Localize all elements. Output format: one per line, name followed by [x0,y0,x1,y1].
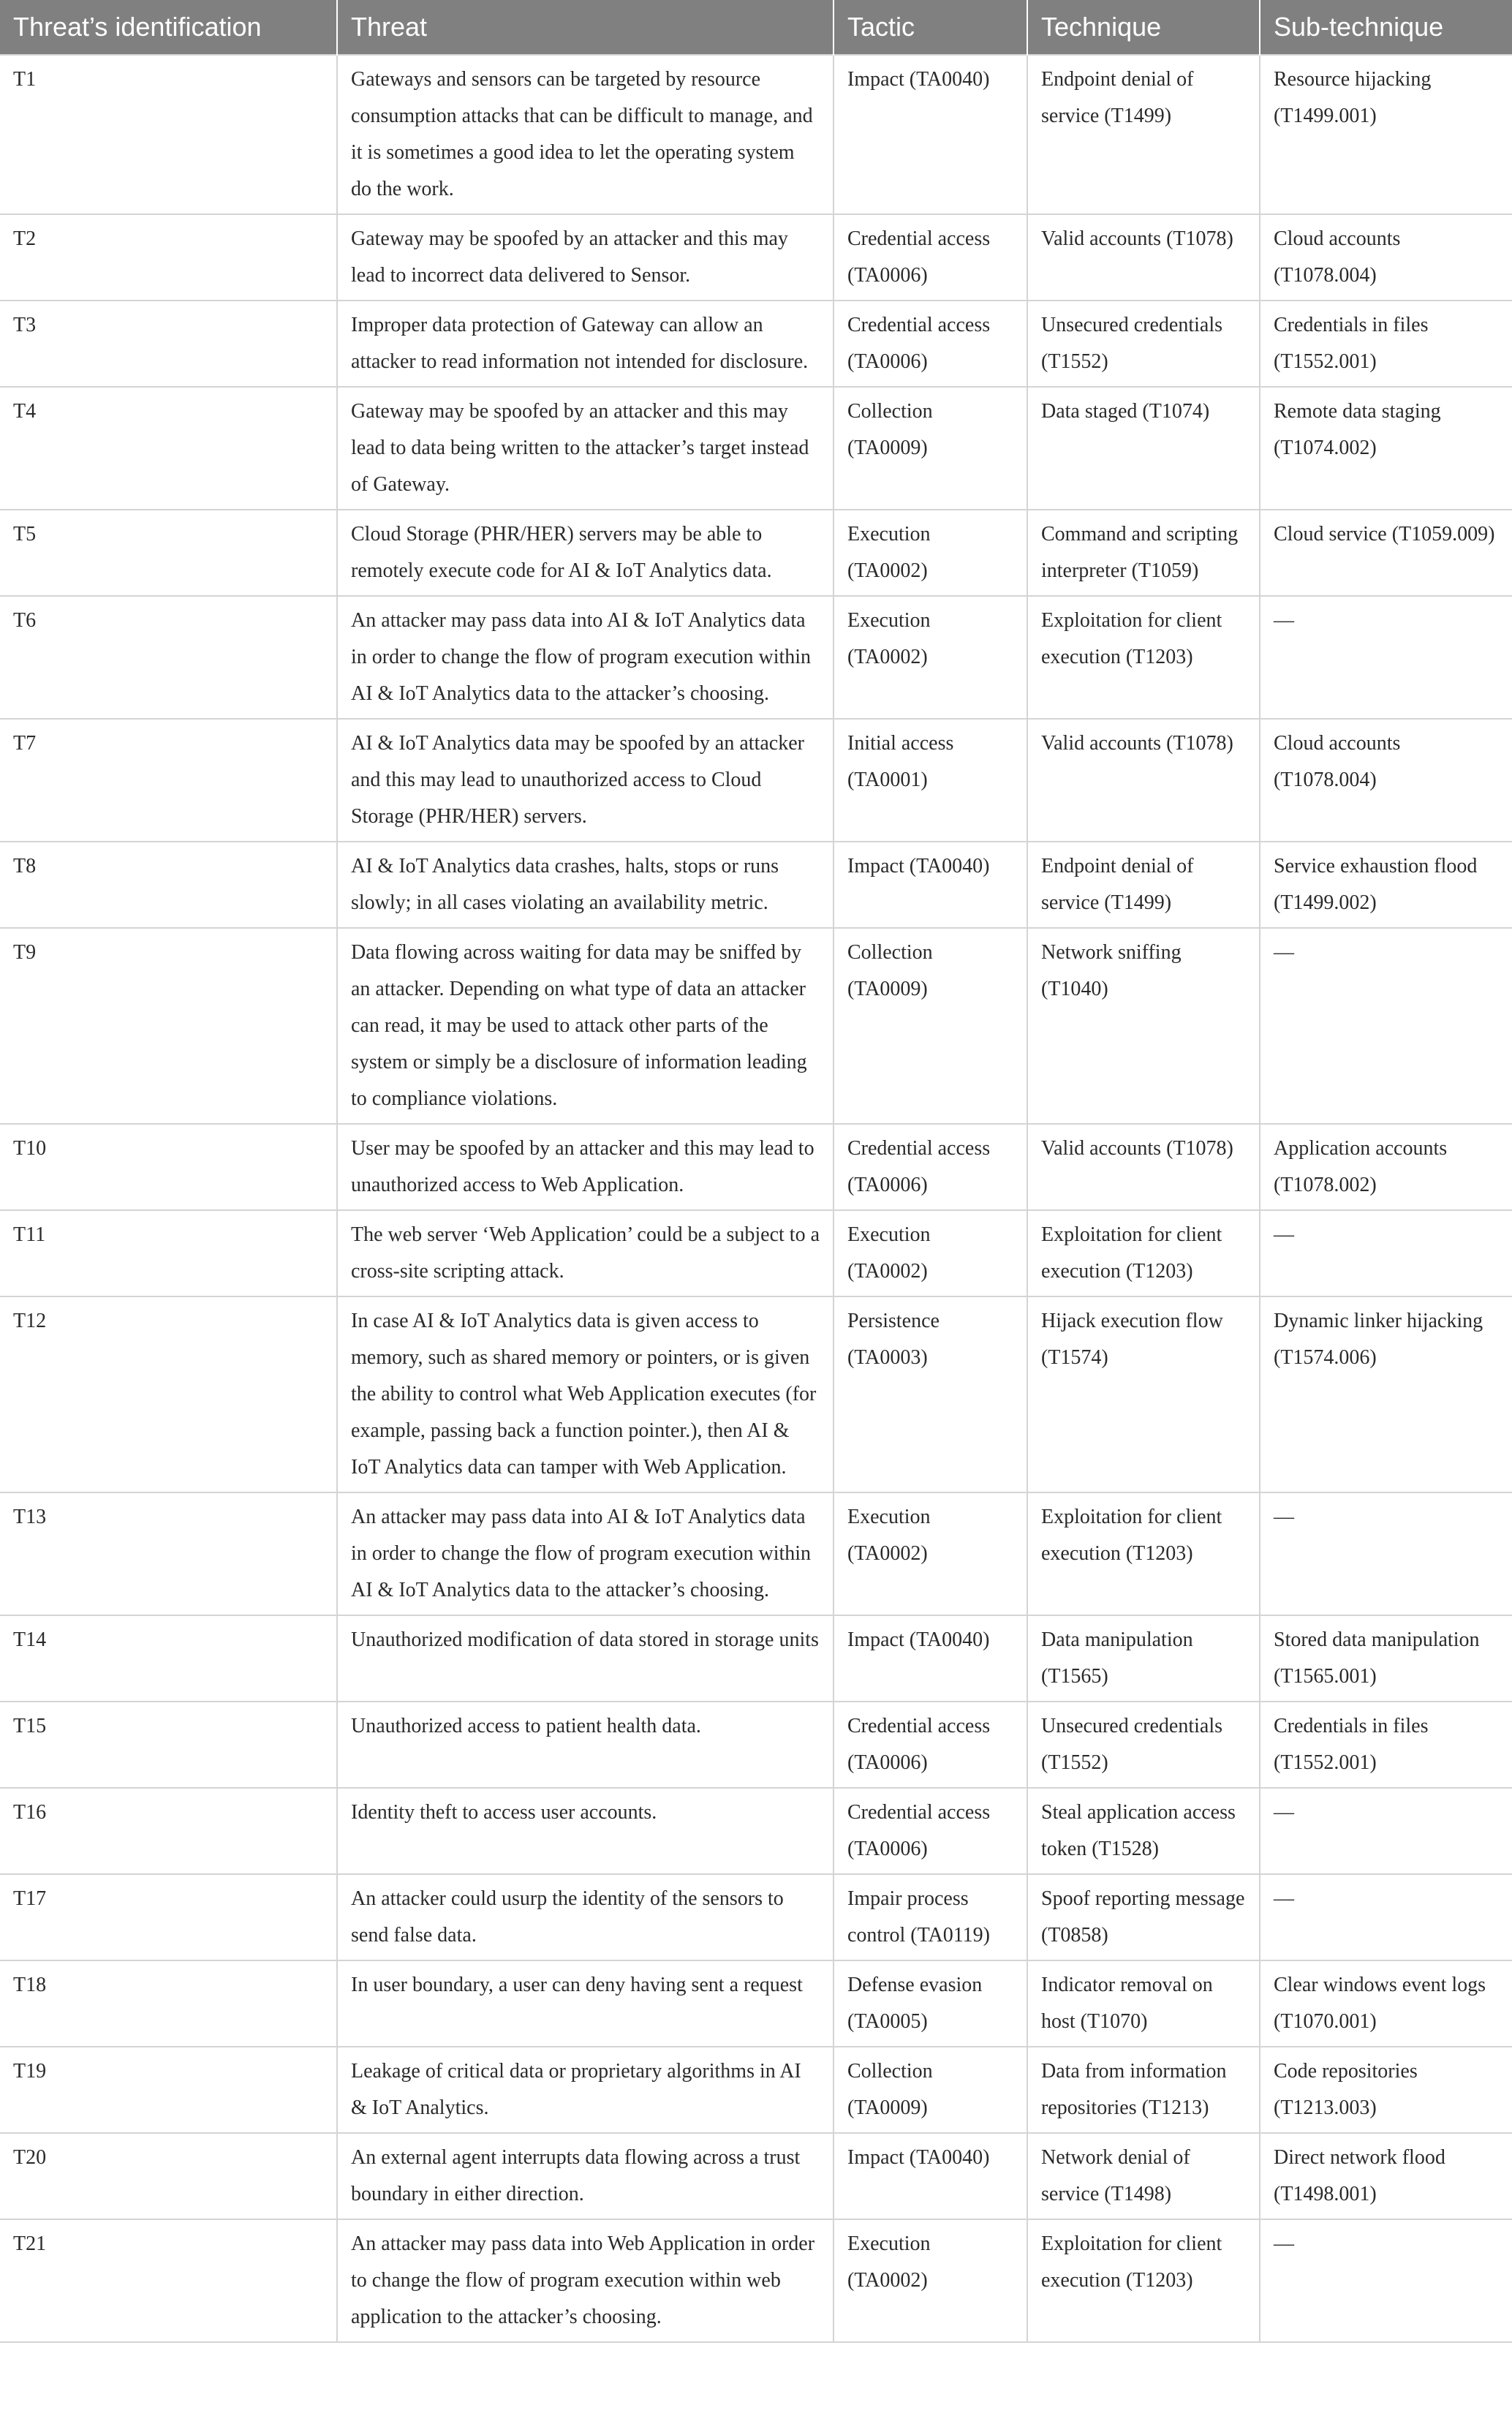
cell-threat-id: T1 [0,55,337,214]
table-row [0,1492,1512,1615]
cell-threat-id: T5 [0,510,337,596]
cell-threat: AI & IoT Analytics data crashes, halts, stops or runs slowly; in all cases violating an availability metric. [337,842,834,928]
cell-threat-id: T13 [0,1492,337,1615]
cell-tactic: Execution (TA0002) [834,510,1027,596]
cell-threat: Improper data protection of Gateway can allow an attacker to read information not intended for disclosure. [337,301,834,387]
cell-sub-technique: — [1260,2219,1512,2342]
header-sub-technique: Sub-technique [1260,0,1512,55]
cell-tactic: Impact (TA0040) [834,1615,1027,1702]
cell-tactic: Execution (TA0002) [834,1492,1027,1615]
header-threat: Threat [337,0,834,55]
cell-technique: Data manipulation (T1565) [1027,1615,1260,1702]
table-row [0,719,1512,842]
cell-sub-technique: Credentials in files (T1552.001) [1260,301,1512,387]
cell-sub-technique: Cloud service (T1059.009) [1260,510,1512,596]
header-threat-id: Threat’s identification [0,0,337,55]
cell-threat-id: T2 [0,214,337,301]
cell-sub-technique: Remote data staging (T1074.002) [1260,387,1512,510]
cell-technique: Data from information repositories (T1213) [1027,2047,1260,2133]
cell-sub-technique: Cloud accounts (T1078.004) [1260,214,1512,301]
cell-threat: Gateway may be spoofed by an attacker and this may lead to data being written to the attacker’s target instead of Gateway. [337,387,834,510]
table-row [0,596,1512,719]
cell-threat: Data flowing across waiting for data may be sniffed by an attacker. Depending on what type of data an attacker can read, it may be used to attack other parts of the system or simply be a disclosure of information leading to compliance violations. [337,928,834,1124]
cell-tactic: Impact (TA0040) [834,842,1027,928]
cell-technique: Endpoint denial of service (T1499) [1027,842,1260,928]
table-row [0,1296,1512,1492]
cell-threat: Identity theft to access user accounts. [337,1788,834,1874]
cell-sub-technique: — [1260,1788,1512,1874]
cell-threat: User may be spoofed by an attacker and this may lead to unauthorized access to Web Application. [337,1124,834,1210]
cell-sub-technique: — [1260,596,1512,719]
cell-tactic: Collection (TA0009) [834,2047,1027,2133]
table-row [0,1210,1512,1296]
cell-threat: An attacker could usurp the identity of the sensors to send false data. [337,1874,834,1960]
cell-sub-technique: Application accounts (T1078.002) [1260,1124,1512,1210]
cell-threat-id: T4 [0,387,337,510]
cell-tactic: Impact (TA0040) [834,2133,1027,2219]
cell-technique: Spoof reporting message (T0858) [1027,1874,1260,1960]
cell-threat-id: T21 [0,2219,337,2342]
cell-threat-id: T16 [0,1788,337,1874]
cell-sub-technique: Code repositories (T1213.003) [1260,2047,1512,2133]
cell-tactic: Credential access (TA0006) [834,1702,1027,1788]
cell-threat-id: T3 [0,301,337,387]
cell-threat-id: T15 [0,1702,337,1788]
table-row [0,1615,1512,1702]
cell-tactic: Execution (TA0002) [834,596,1027,719]
cell-threat-id: T20 [0,2133,337,2219]
cell-technique: Endpoint denial of service (T1499) [1027,55,1260,214]
cell-technique: Exploitation for client execution (T1203) [1027,1492,1260,1615]
cell-sub-technique: Credentials in files (T1552.001) [1260,1702,1512,1788]
cell-tactic: Credential access (TA0006) [834,301,1027,387]
cell-threat: The web server ‘Web Application’ could be a subject to a cross-site scripting attack. [337,1210,834,1296]
cell-technique: Network sniffing (T1040) [1027,928,1260,1124]
cell-tactic: Impact (TA0040) [834,55,1027,214]
table-row [0,55,1512,214]
cell-technique: Unsecured credentials (T1552) [1027,1702,1260,1788]
cell-threat: Leakage of critical data or proprietary algorithms in AI & IoT Analytics. [337,2047,834,2133]
header-row [0,0,1512,55]
cell-technique: Command and scripting interpreter (T1059) [1027,510,1260,596]
table-row [0,387,1512,510]
table-row [0,301,1512,387]
cell-technique: Data staged (T1074) [1027,387,1260,510]
cell-tactic: Credential access (TA0006) [834,1788,1027,1874]
cell-tactic: Collection (TA0009) [834,928,1027,1124]
table-row [0,510,1512,596]
cell-threat: Gateways and sensors can be targeted by resource consumption attacks that can be difficult to manage, and it is sometimes a good idea to let the operating system do the work. [337,55,834,214]
table-row [0,2219,1512,2342]
cell-tactic: Defense evasion (TA0005) [834,1960,1027,2047]
table-row [0,1702,1512,1788]
table-row [0,2047,1512,2133]
cell-sub-technique: Direct network flood (T1498.001) [1260,2133,1512,2219]
cell-technique: Network denial of service (T1498) [1027,2133,1260,2219]
cell-threat-id: T12 [0,1296,337,1492]
header-technique: Technique [1027,0,1260,55]
cell-threat: Gateway may be spoofed by an attacker and this may lead to incorrect data delivered to Sensor. [337,214,834,301]
table-row [0,1788,1512,1874]
cell-tactic: Credential access (TA0006) [834,1124,1027,1210]
cell-tactic: Collection (TA0009) [834,387,1027,510]
cell-threat-id: T6 [0,596,337,719]
cell-technique: Unsecured credentials (T1552) [1027,301,1260,387]
table-header [0,0,1512,55]
cell-threat-id: T14 [0,1615,337,1702]
cell-technique: Exploitation for client execution (T1203) [1027,2219,1260,2342]
table-row [0,2133,1512,2219]
cell-sub-technique: Service exhaustion flood (T1499.002) [1260,842,1512,928]
cell-threat: In user boundary, a user can deny having sent a request [337,1960,834,2047]
cell-technique: Valid accounts (T1078) [1027,1124,1260,1210]
table-row [0,1124,1512,1210]
cell-threat-id: T17 [0,1874,337,1960]
table-row [0,928,1512,1124]
cell-threat: Unauthorized modification of data stored in storage units [337,1615,834,1702]
table-row [0,214,1512,301]
cell-tactic: Execution (TA0002) [834,2219,1027,2342]
cell-technique: Steal application access token (T1528) [1027,1788,1260,1874]
cell-sub-technique: — [1260,1492,1512,1615]
cell-tactic: Impair process control (TA0119) [834,1874,1027,1960]
cell-threat-id: T11 [0,1210,337,1296]
cell-tactic: Execution (TA0002) [834,1210,1027,1296]
table-body [0,55,1512,2342]
cell-threat-id: T10 [0,1124,337,1210]
cell-threat: AI & IoT Analytics data may be spoofed by an attacker and this may lead to unauthorized access to Cloud Storage (PHR/HER) servers. [337,719,834,842]
table-row [0,842,1512,928]
cell-technique: Hijack execution flow (T1574) [1027,1296,1260,1492]
cell-threat-id: T9 [0,928,337,1124]
cell-tactic: Persistence (TA0003) [834,1296,1027,1492]
cell-sub-technique: Stored data manipulation (T1565.001) [1260,1615,1512,1702]
cell-technique: Exploitation for client execution (T1203) [1027,1210,1260,1296]
cell-threat: An attacker may pass data into Web Application in order to change the flow of program execution within web application to the attacker’s choosing. [337,2219,834,2342]
cell-technique: Exploitation for client execution (T1203) [1027,596,1260,719]
table-row [0,1960,1512,2047]
cell-tactic: Initial access (TA0001) [834,719,1027,842]
cell-threat: Unauthorized access to patient health data. [337,1702,834,1788]
cell-threat-id: T19 [0,2047,337,2133]
cell-threat: An attacker may pass data into AI & IoT Analytics data in order to change the flow of program execution within AI & IoT Analytics data to the attacker’s choosing. [337,596,834,719]
cell-sub-technique: Resource hijacking (T1499.001) [1260,55,1512,214]
cell-threat-id: T18 [0,1960,337,2047]
cell-technique: Indicator removal on host (T1070) [1027,1960,1260,2047]
cell-sub-technique: Clear windows event logs (T1070.001) [1260,1960,1512,2047]
cell-technique: Valid accounts (T1078) [1027,214,1260,301]
header-tactic: Tactic [834,0,1027,55]
cell-sub-technique: Cloud accounts (T1078.004) [1260,719,1512,842]
cell-threat: An external agent interrupts data flowing across a trust boundary in either direction. [337,2133,834,2219]
cell-threat: In case AI & IoT Analytics data is given access to memory, such as shared memory or pointers, or is given the ability to control what Web Application executes (for example, passing back a function pointer.), then AI & IoT Analytics data can tamper with Web Application. [337,1296,834,1492]
cell-tactic: Credential access (TA0006) [834,214,1027,301]
cell-technique: Valid accounts (T1078) [1027,719,1260,842]
cell-threat: An attacker may pass data into AI & IoT Analytics data in order to change the flow of program execution within AI & IoT Analytics data to the attacker’s choosing. [337,1492,834,1615]
cell-sub-technique: — [1260,1210,1512,1296]
cell-sub-technique: Dynamic linker hijacking (T1574.006) [1260,1296,1512,1492]
cell-threat-id: T8 [0,842,337,928]
cell-sub-technique: — [1260,1874,1512,1960]
cell-threat: Cloud Storage (PHR/HER) servers may be able to remotely execute code for AI & IoT Analytics data. [337,510,834,596]
cell-sub-technique: — [1260,928,1512,1124]
cell-threat-id: T7 [0,719,337,842]
table-row [0,1874,1512,1960]
